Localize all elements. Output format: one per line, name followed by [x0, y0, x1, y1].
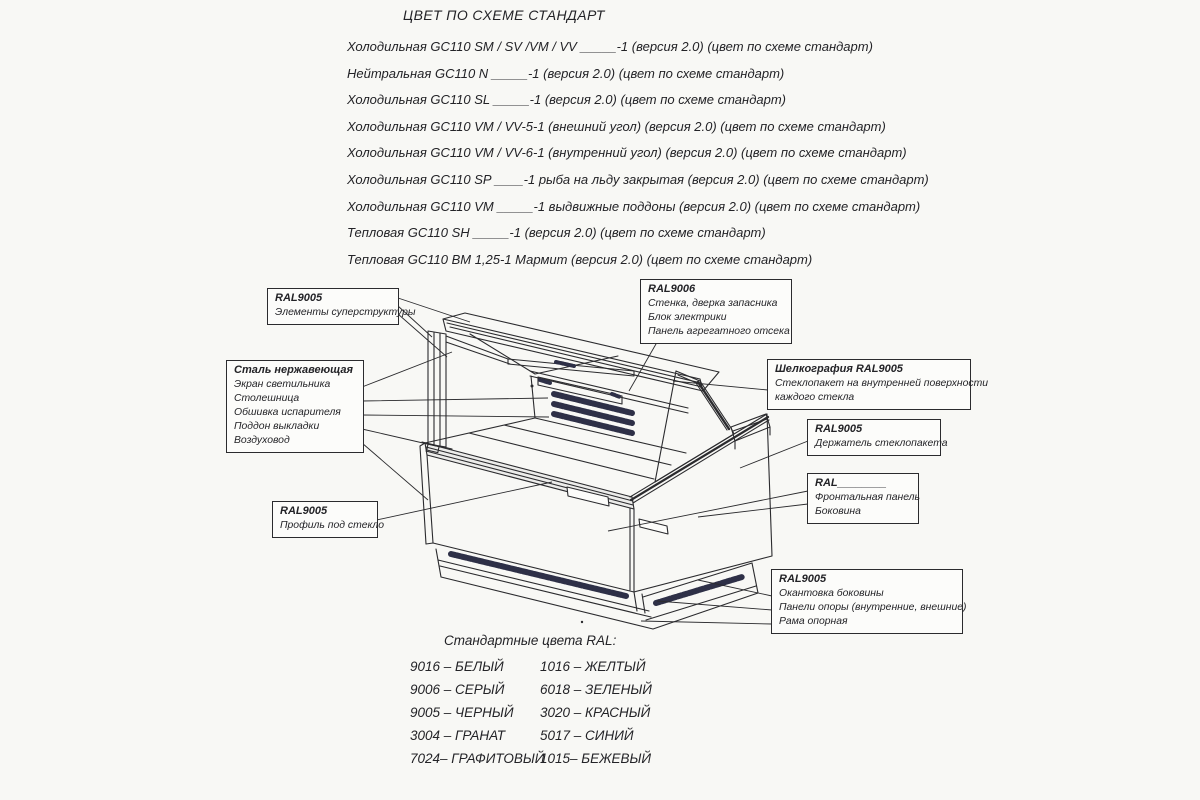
callout-line: Фронтальная панель — [815, 491, 920, 503]
ral-colors-column-1 — [410, 655, 544, 770]
callout-line: Блок электрики — [648, 311, 727, 323]
callout-line: Держатель стеклопакета — [815, 437, 948, 449]
callout-header: RAL9005 — [779, 573, 827, 585]
callout-header: Сталь нержавеющая — [234, 364, 353, 376]
callout-line: Столешница — [234, 392, 300, 404]
ral-color-item: 5017 – СИНИЙ — [540, 728, 634, 743]
callout-line: Окантовка боковины — [779, 587, 884, 599]
callout-line: Стенка, дверка запасника — [648, 297, 778, 309]
product-line: Тепловая GC110 SH _____-1 (версия 2.0) (цвет по схеме стандарт) — [347, 225, 766, 241]
ral-color-item: 3020 – КРАСНЫЙ — [540, 705, 651, 720]
plinth-grilles — [451, 554, 742, 603]
display-deck — [425, 418, 671, 479]
callout-line: каждого стекла — [775, 391, 855, 403]
base-plinth — [436, 549, 758, 629]
ral-color-item: 1015– БЕЖЕВЫЙ — [540, 751, 652, 766]
callout-rear-panels — [640, 279, 792, 344]
callout-header: Шелкография RAL9005 — [775, 363, 903, 375]
product-line: Холодильная GC110 SP ____-1 рыба на льду закрытая (версия 2.0) (цвет по схеме стандарт) — [347, 171, 929, 187]
front-rail — [425, 443, 668, 534]
callout-header: RAL9005 — [280, 505, 328, 517]
callout-glass-holder — [807, 419, 948, 456]
callout-superstructure — [267, 288, 416, 325]
page-title: ЦВЕТ ПО СХЕМЕ СТАНДАРТ — [403, 7, 605, 23]
product-line: Холодильная GC110 SM / SV /VM / VV _____-1 (версия 2.0) (цвет по схеме стандарт) — [347, 39, 873, 54]
callout-line: Элементы суперструктуры — [275, 306, 416, 318]
product-line: Холодильная GC110 VM / VV-5-1 (внешний угол) (версия 2.0) (цвет по схеме стандарт) — [347, 118, 886, 134]
product-line: Холодильная GC110 SL _____-1 (версия 2.0) (цвет по схеме стандарт) — [347, 92, 786, 108]
side-panel — [630, 414, 772, 592]
product-line: Нейтральная GC110 N _____-1 (версия 2.0) (цвет по схеме стандарт) — [347, 65, 785, 81]
product-line: Тепловая GC110 ВМ 1,25-1 Мармит (версия 2.0) (цвет по схеме стандарт) — [347, 251, 813, 267]
rear-wall-compartment — [530, 371, 688, 453]
callout-silkscreen — [767, 359, 989, 410]
callout-header: RAL9005 — [275, 292, 323, 304]
callout-line: Обшивка испарителя — [234, 406, 341, 418]
callout-line: Рама опорная — [779, 615, 848, 627]
callout-glass-profile — [272, 501, 385, 538]
callout-stainless-steel — [226, 360, 364, 453]
ral-color-item: 9005 – ЧЕРНЫЙ — [410, 705, 514, 720]
ventilation-grilles — [554, 394, 632, 433]
ral-colors-heading: Стандартные цвета RAL: — [444, 633, 617, 648]
ral-color-item: 3004 – ГРАНАТ — [410, 728, 505, 743]
ral-color-item: 9006 – СЕРЫЙ — [410, 682, 505, 697]
callout-base-frame — [771, 569, 967, 634]
callout-line: Экран светильника — [234, 378, 331, 390]
callout-line: Поддон выкладки — [234, 420, 320, 432]
callout-line: Панель агрегатного отсека — [648, 325, 790, 337]
product-line: Холодильная GC110 VM _____-1 выдвижные поддоны (версия 2.0) (цвет по схеме стандарт) — [347, 198, 921, 214]
ral-color-item: 7024– ГРАФИТОВЫЙ — [410, 751, 545, 766]
ral-color-item: 1016 – ЖЕЛТЫЙ — [540, 659, 646, 674]
callout-header: RAL9005 — [815, 423, 863, 435]
ral-colors-column-2 — [540, 655, 652, 770]
callout-line: Профиль под стекло — [280, 519, 385, 531]
callout-line: Стеклопакет на внутренней поверхности — [775, 377, 989, 389]
superstructure-braces — [446, 334, 634, 376]
product-line: Холодильная GC110 VM / VV-6-1 (внутренний угол) (версия 2.0) (цвет по схеме стандарт) — [347, 145, 907, 161]
callout-header: RAL________ — [815, 477, 887, 489]
callout-header: RAL9006 — [648, 283, 696, 295]
callout-line: Панели опоры (внутренние, внешние) — [779, 601, 967, 613]
nameplate-side — [639, 519, 668, 534]
callout-line: Воздуховод — [234, 434, 290, 446]
ral-color-item: 6018 – ЗЕЛЕНЫЙ — [540, 682, 652, 697]
callout-line: Боковина — [815, 505, 861, 517]
callout-front-side-panels — [807, 473, 919, 524]
ral-color-item: 9016 – БЕЛЫЙ — [410, 659, 504, 674]
